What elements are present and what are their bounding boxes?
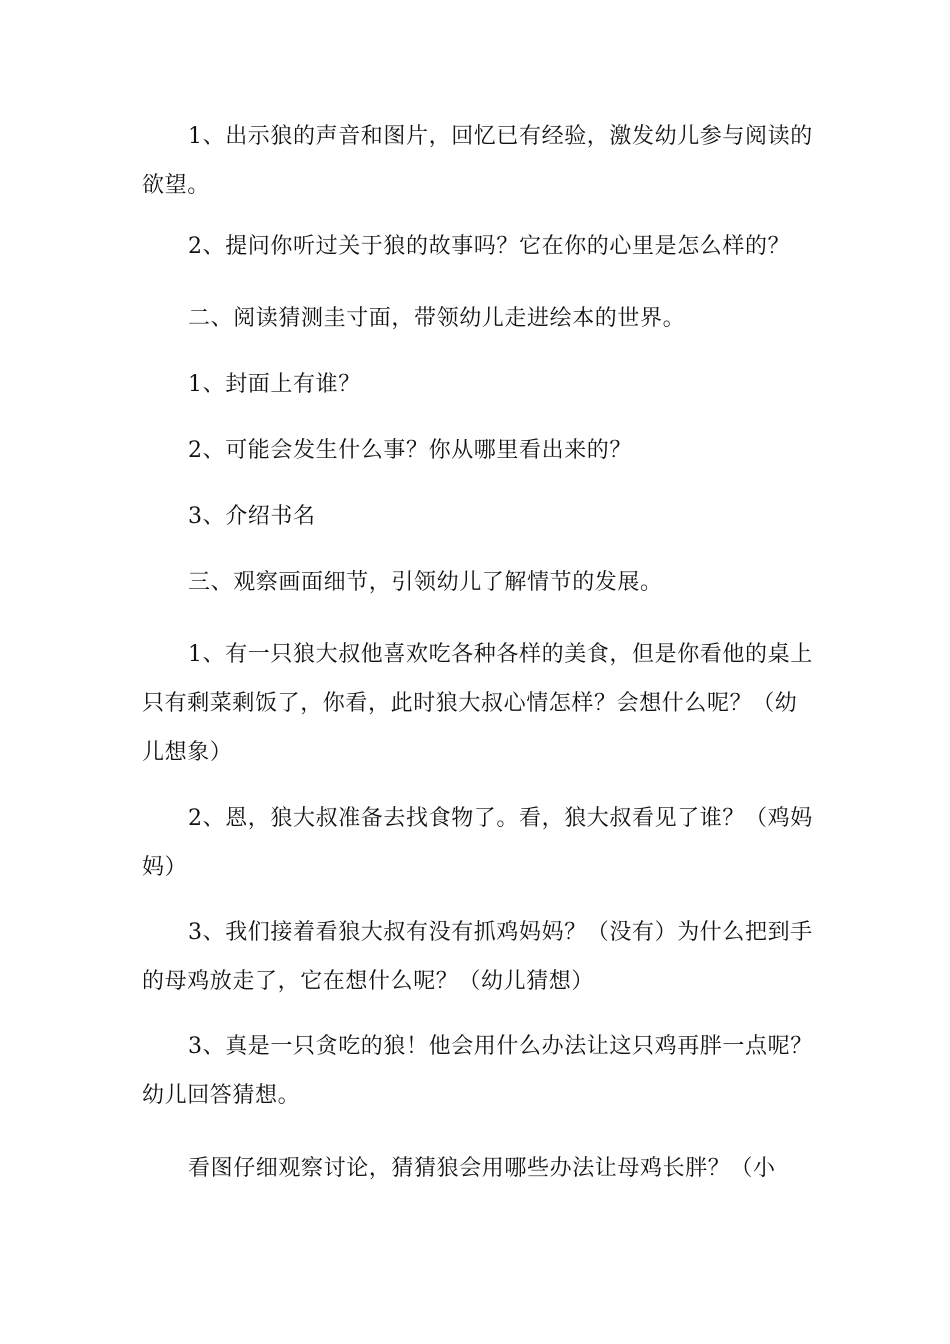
section-heading-2: 二、阅读猜测圭寸面，带领幼儿走进绘本的世界。 [188,306,686,331]
paragraph-intro-1: 1、出示狼的声音和图片，回忆已有经验，激发幼儿参与阅读的欲望。 [142,124,813,198]
paragraph-discussion: 看图仔细观察讨论，猜猜狼会用哪些办法让母鸡长胖？（小 [188,1156,776,1181]
section-heading-3: 三、观察画面细节，引领幼儿了解情节的发展。 [188,570,663,595]
paragraph-cover-1: 1、封面上有谁？ [188,372,361,397]
paragraph-detail-2: 2、恩，狼大叔准备去找食物了。看，狼大叔看见了谁？（鸡妈妈） [142,806,813,880]
paragraph-detail-4: 3、真是一只贪吃的狼！他会用什么办法让这只鸡再胖一点呢？幼儿回答猜想。 [142,1034,813,1108]
paragraph-intro-2: 2、提问你听过关于狼的故事吗？它在你的心里是怎么样的？ [188,234,791,259]
paragraph-cover-3: 3、介绍书名 [188,504,316,529]
paragraph-detail-1: 1、有一只狼大叔他喜欢吃各种各样的美食，但是你看他的桌上只有剩菜剩饭了，你看，此时狼大叔心情怎样？会想什么呢？（幼儿想象） [142,642,813,765]
paragraph-cover-2: 2、可能会发生什么事？你从哪里看出来的？ [188,438,632,463]
paragraph-detail-3: 3、我们接着看狼大叔有没有抓鸡妈妈？（没有）为什么把到手的母鸡放走了，它在想什么呢？（幼儿猜想） [142,920,813,994]
